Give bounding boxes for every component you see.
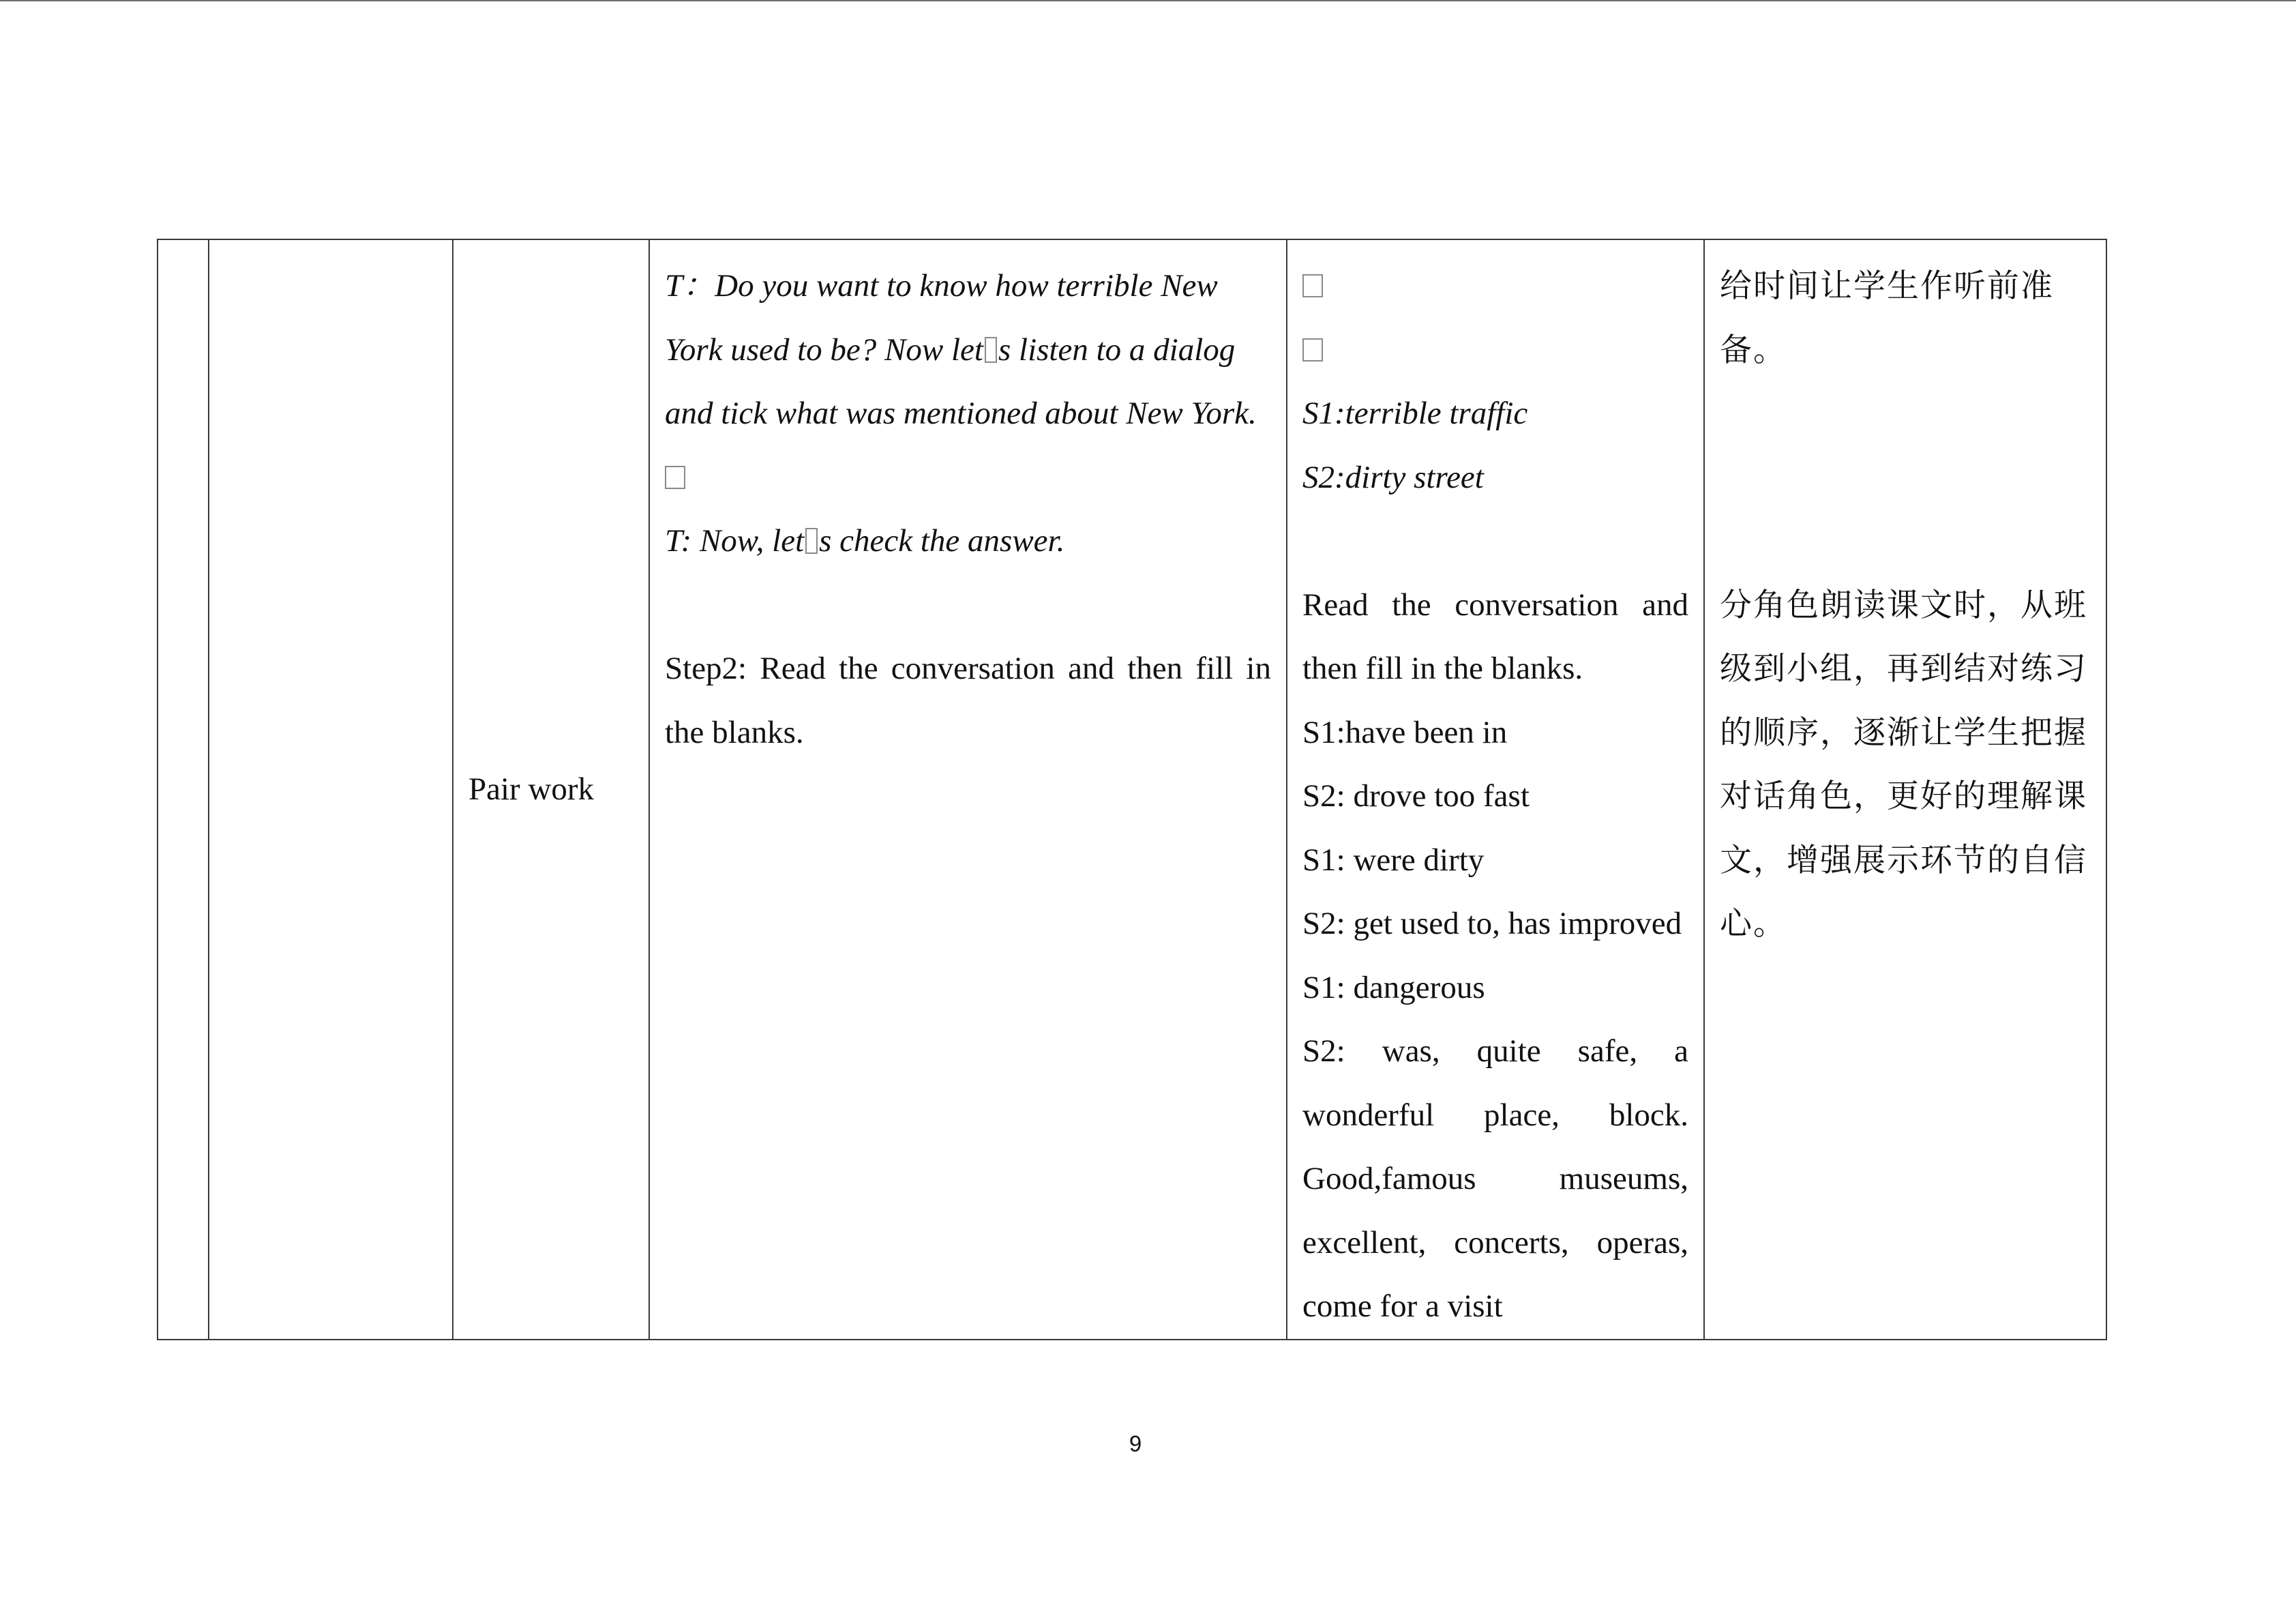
step-number-cell <box>158 239 209 1340</box>
student-checkbox-line-2 <box>1302 319 1688 383</box>
teacher-prompt-line-3: and tick what was mentioned about New York. <box>665 396 1257 431</box>
step-title-cell <box>209 239 453 1340</box>
spacer-line <box>1720 382 2091 446</box>
student-listen-answer-2: S2:dirty street <box>1302 459 1484 495</box>
teacher-checkbox-line <box>665 446 1271 510</box>
checkbox-icon <box>1302 338 1323 361</box>
spacer-line <box>665 574 1271 638</box>
student-activity-cell <box>1287 239 1704 1340</box>
student-fill-answer-5: S1: dangerous <box>1302 969 1485 1005</box>
activity-label: Pair work <box>468 771 595 807</box>
spacer-line <box>1720 510 2091 574</box>
spacer-line <box>1720 446 2091 510</box>
student-fill-answer-6: S2: was, quite safe, a wonderful place, block. Good,famous museums, excellent, concerts, operas, come for a visit <box>1302 1033 1688 1324</box>
teacher-check-text-a: T: Now, let <box>665 523 805 559</box>
student-listen-answer-1: S1:terrible traffic <box>1302 396 1528 431</box>
teacher-prompt-text-a: York used to be? Now let <box>665 331 983 368</box>
teacher-prompt-line-2 <box>665 319 1271 383</box>
checkbox-icon <box>665 466 685 489</box>
teacher-listening-prompt <box>665 254 1271 446</box>
activity-cell <box>453 239 649 1340</box>
student-fill-answer-2: S2: drove too fast <box>1302 778 1530 814</box>
purpose-note-listening: 给时间让学生作听前准备。 <box>1720 267 2054 369</box>
teacher-check-text-b: s check the answer. <box>819 523 1065 559</box>
table-row <box>158 239 2106 1340</box>
teacher-prompt-line-1: T：Do you want to know how terrible New <box>665 268 1218 304</box>
missing-glyph-icon <box>805 528 818 554</box>
student-checkbox-line-1 <box>1302 254 1688 319</box>
teacher-prompt-text-b: s listen to a dialog <box>998 331 1236 368</box>
page-number: 9 <box>1129 1431 1142 1456</box>
student-fill-answer-3: S1: were dirty <box>1302 842 1485 878</box>
student-fill-answer-1: S1:have been in <box>1302 714 1508 750</box>
student-fill-answer-4: S2: get used to, has improved <box>1302 906 1682 941</box>
page-top-rule <box>0 0 2296 1</box>
design-purpose-cell <box>1704 239 2106 1340</box>
teacher-step2-instruction: Step2: Read the conversation and then fill in the blanks. <box>665 651 1271 750</box>
teacher-check-answer <box>665 510 1271 574</box>
student-read-instruction: Read the conversation and then fill in the blanks. <box>1302 587 1688 686</box>
purpose-note-reading: 分角色朗读课文时，从班级到小组，再到结对练习的顺序，逐渐让学生把握对话角色，更好的理解课文，增强展示环节的自信心。 <box>1720 586 2087 943</box>
checkbox-icon <box>1302 274 1323 297</box>
missing-glyph-icon <box>985 337 997 363</box>
lesson-plan-table <box>157 239 2107 1340</box>
teacher-activity-cell <box>649 239 1287 1340</box>
spacer-line <box>1302 510 1688 574</box>
